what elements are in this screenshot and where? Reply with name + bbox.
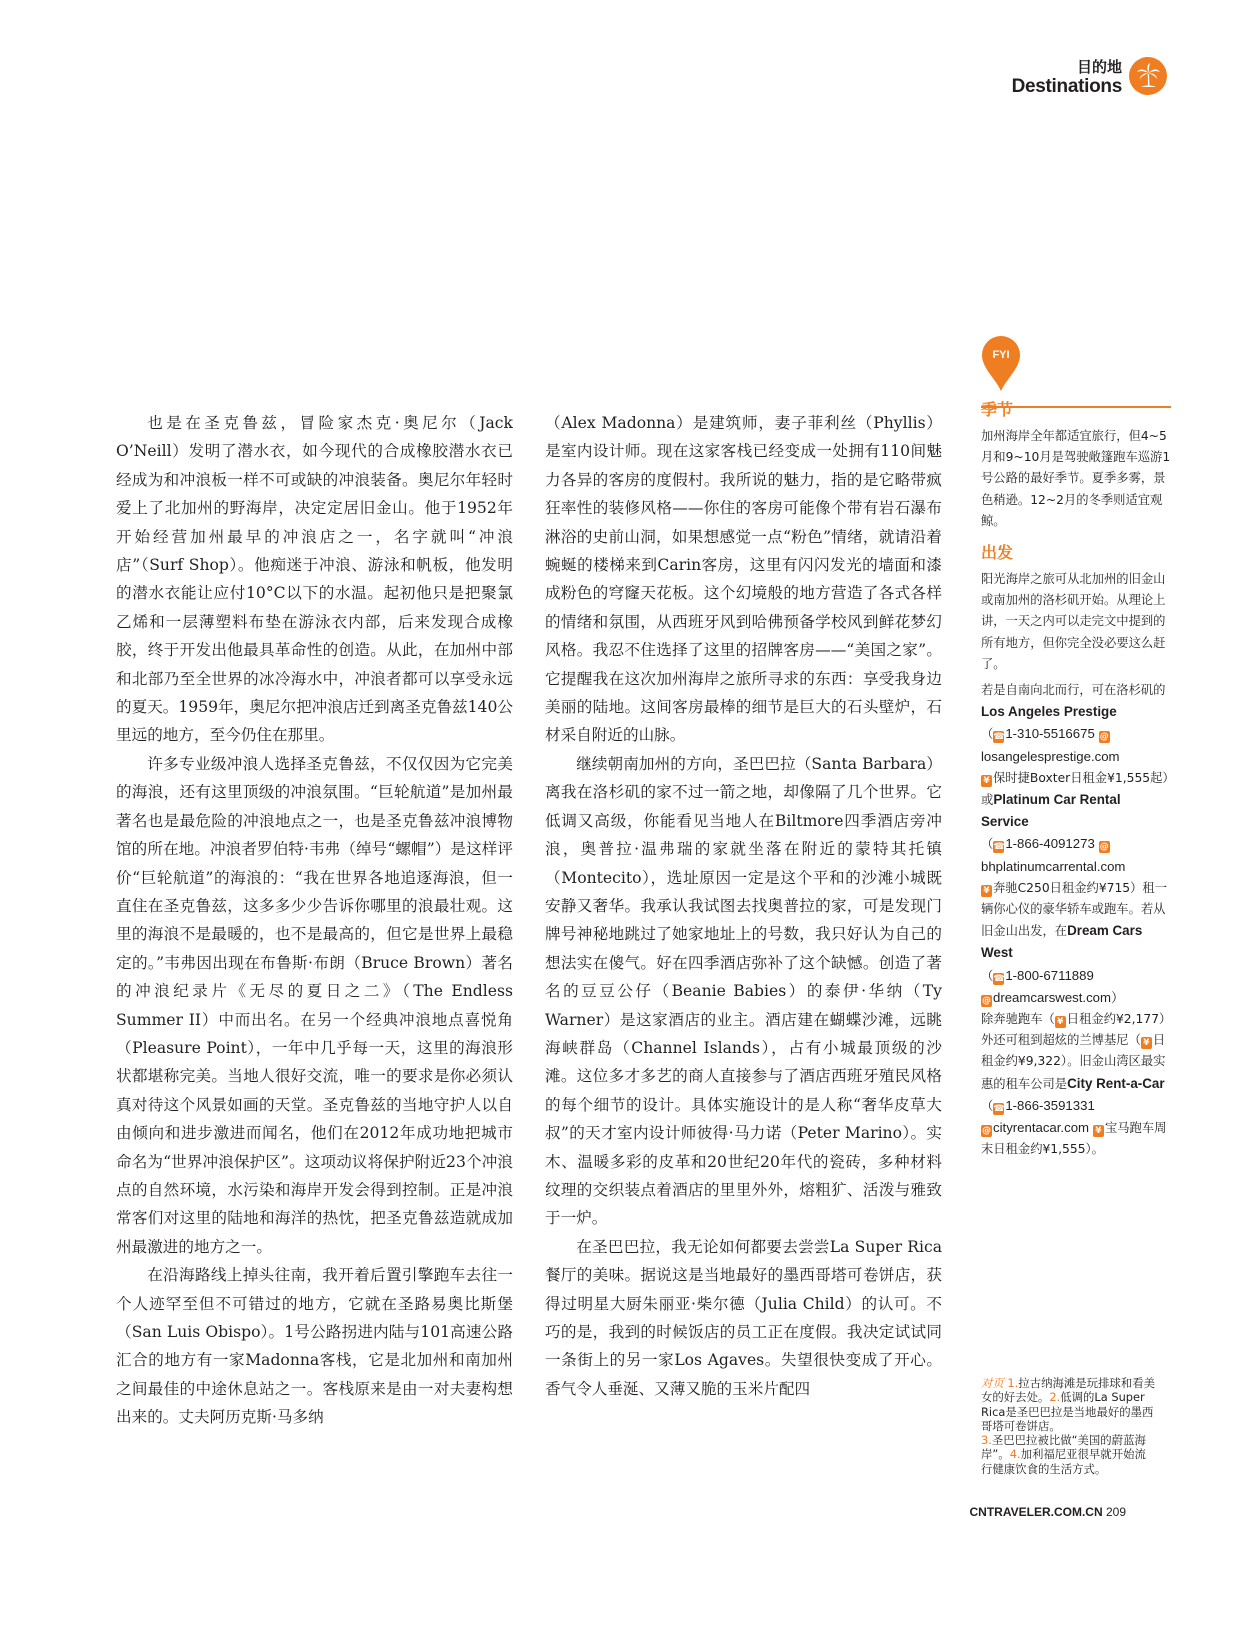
phone-number: 1-310-5516675	[1005, 726, 1095, 742]
price-text: 宝马跑车周末日租金约¥1,555）。	[981, 1121, 1167, 1157]
depart-section	[981, 543, 1171, 675]
website-link[interactable]: losangelesprestige.com	[981, 748, 1120, 764]
price-text: 日租金约¥2,177）外还可租到超炫的兰博基尼（	[981, 1012, 1166, 1048]
section-title-en: Destinations	[1011, 76, 1122, 97]
caption-lead: 对页	[981, 1376, 1004, 1390]
web-icon: @	[982, 995, 991, 1006]
section-title-cn: 目的地	[1076, 58, 1122, 76]
article-column-1	[116, 409, 513, 1432]
rental-text: 若是自南向北而行，可在洛杉矶的Los Angeles Prestige （☎1-310-5516675 @ losangelesprestige.com ¥ 保时捷Boxter日租金¥1,555起）或Platinum Car Rental Service （☎1-866-4091273 @ bhplatinumcarrental.com ¥ 奔驰C250日租金约¥715）租一辆你心仪的豪华轿车或跑车。若从旧金山出发，在Dream Cars West （☎1-800-6711889 @ dreamcarswest.com） 除奔驰跑车（ ¥ 日租金约¥2,177）外还可租到超炫的兰博基尼（ ¥ 日租金约¥9,322）。旧金山湾区最实惠的租车公司是City Rent-a-Car（☎1-866-3591331 @ cityrentacar.com ¥ 宝马跑车周末日租金约¥1,555）。	[981, 683, 1169, 1157]
season-section	[981, 400, 1171, 532]
price-text: 保时捷Boxter日租金¥1,555起）或	[981, 770, 1169, 808]
season-text: 加州海岸全年都适宜旅行，但4~5月和9~10月是驾驶敞篷跑车巡游1号公路的最好季节。夏季多雾，景色稍逊。12~2月的冬季则适宜观鲸。	[981, 429, 1171, 528]
caption-number: 4.	[1009, 1447, 1021, 1462]
web-icon: @	[1099, 842, 1109, 853]
caption-text: 加利福尼亚很早就开始流行健康饮食的生活方式。	[981, 1447, 1146, 1476]
phone-number: 1-866-4091273	[1005, 836, 1095, 852]
company-name: Platinum Car Rental Service	[981, 792, 1121, 830]
page-footer	[970, 1505, 1126, 1519]
yuan-icon: ¥	[1055, 1016, 1066, 1028]
phone-icon: ☎	[993, 842, 1005, 853]
phone-number: 1-866-3591331	[1005, 1097, 1095, 1113]
company-name: Dream Cars West	[981, 923, 1143, 961]
fyi-pin-icon	[981, 336, 1021, 392]
website-link[interactable]: cityrentacar.com	[993, 1120, 1090, 1136]
web-icon: @	[982, 1126, 991, 1137]
paragraph: 在圣巴巴拉，我无论如何都要去尝尝La Super Rica餐厅的美味。据说这是当地最好的墨西哥塔可卷饼店，获得过明星大厨朱丽亚·柴尔德（Julia Child）的认可。不巧的是，我到的时候饭店的员工正在度假。我决定试试同一条街上的另一家Los Agaves。失望很快变成了开心。香气令人垂涎、又薄又脆的玉米片配四	[545, 1237, 942, 1398]
paragraph: 许多专业级冲浪人选择圣克鲁兹，不仅仅因为它完美的海浪，还有这里顶级的冲浪氛围。“巨轮航道”是加州最著名也是最危险的冲浪地点之一，也是圣克鲁兹冲浪博物馆的所在地。冲浪者罗伯特·韦弗（绰号“螺帽”）是这样评价“巨轮航道”的海浪的：“我在世界各地追逐海浪，但一直住在圣克鲁兹，这多多少少告诉你哪里的浪最壮观。这里的海浪不是最暖的，也不是最高的，但它是世界上最稳定的。”韦弗因出现在布鲁斯·布朗（Bruce Brown）著名的冲浪纪录片《无尽的夏日之二》（The Endless Summer II）中而出名。在另一个经典冲浪地点喜悦角（Pleasure Point），一年中几乎每一天，这里的海浪形状都堪称完美。当地人很好交流，唯一的要求是你必须认真对待这个风景如画的天堂。圣克鲁兹的当地守护人以自由倾向和进步激进而闻名，他们在2012年成功地把城市命名为“世界冲浪保护区”。这项动议将保护附近23个冲浪点的自然环境，水污染和海岸开发会得到控制。正是冲浪常客们对这里的陆地和海洋的热忱，把圣克鲁兹造就成加州最激进的地方之一。	[116, 754, 513, 1256]
price-text: 日租金约¥9,322）。旧金山湾区最实惠的租车公司是	[981, 1033, 1166, 1091]
price-text: 奔驰C250日租金约¥715）租一辆你心仪的豪华轿车或跑车。若从旧金山出发，在	[981, 880, 1168, 939]
fyi-label: FYI	[992, 349, 1010, 361]
palm-tree-icon	[1129, 57, 1167, 95]
company-name: Los Angeles Prestige	[981, 704, 1117, 720]
yuan-icon: ¥	[1093, 1125, 1104, 1137]
caption-text: 低调的La Super Rica是圣巴巴拉是当地最好的墨西哥塔可卷饼店。	[981, 1390, 1154, 1433]
company-name: City Rent-a-Car	[1067, 1075, 1165, 1091]
yuan-icon: ¥	[981, 775, 992, 787]
page-number: 209	[1105, 1505, 1126, 1519]
phone-icon: ☎	[993, 973, 1005, 984]
caption-number: 3.	[981, 1433, 992, 1448]
paragraph: （Alex Madonna）是建筑师，妻子菲利丝（Phyllis）是室内设计师。现在这家客栈已经变成一处拥有110间魅力各异的客房的度假村。我所说的魅力，指的是它略带疯狂率性的装修风格——你住的客房可能像个带有岩石瀑布淋浴的史前山洞，如果想感觉一点“粉色”情绪，就请沿着蜿蜒的楼梯来到Carin客房，这里有闪闪发光的墙面和漆成粉色的穹窿天花板。这个幻境般的地方营造了各式各样的情绪和氛围，从西班牙风到哈佛预备学校风到鲜花梦幻风格。我忍不住选择了这里的招牌客房——“美国之家”。它提醒我在这次加州海岸之旅所寻求的东西：享受我身边美丽的陆地。这间客房最棒的细节是巨大的石头壁炉，石材采自附近的山脉。	[545, 414, 942, 745]
depart-heading: 出发	[981, 543, 1014, 562]
paragraph: 在沿海路线上掉头往南，我开着后置引擎跑车去往一个人迹罕至但不可错过的地方，它就在圣路易奥比斯堡（San Luis Obispo）。1号公路拐进内陆与101高速公路汇合的地方有一家Madonna客栈，它是北加州和南加州之间最佳的中途休息站之一。客栈原来是由一对夫妻构想出来的。丈夫阿历克斯·马多纳	[116, 1266, 513, 1427]
yuan-icon: ¥	[1141, 1037, 1152, 1049]
website-link[interactable]: dreamcarswest.com）	[993, 989, 1125, 1005]
photo-caption	[981, 1376, 1156, 1476]
depart-text: 阳光海岸之旅可从北加州的旧金山或南加州的洛杉矶开始。从理论上讲，一天之内可以走完文中提到的所有地方，但你完全没必要这么赶了。	[981, 572, 1166, 671]
phone-number: 1-800-6711889	[1005, 967, 1094, 983]
web-icon: @	[1099, 732, 1109, 743]
section-header	[1012, 58, 1122, 98]
paragraph: 也是在圣克鲁兹，冒险家杰克·奥尼尔（Jack O’Neill）发明了潜水衣，如今现代的合成橡胶潜水衣已经成为和冲浪板一样不可或缺的冲浪装备。奥尼尔年轻时爱上了北加州的野海岸，决定定居旧金山。他于1952年开始经营加州最早的冲浪店之一，名字就叫“冲浪店”（Surf Shop）。他痴迷于冲浪、游泳和帆板，他发明的潜水衣能让应付10°C以下的水温。起初他只是把聚氯乙烯和一层薄塑料布垫在游泳衣内部，后来发现合成橡胶，终于开发出他最具革命性的创造。从此，在加州中部和北部乃至全世界的冰冷海水中，冲浪者都可以享受永远的夏天。1959年，奥尼尔把冲浪店迁到离圣克鲁兹140公里远的地方，至今仍住在那里。	[116, 414, 513, 745]
paragraph: 继续朝南加州的方向，圣巴巴拉（Santa Barbara）离我在洛杉矶的家不过一箭之地，却像隔了几个世界。它低调又高级，你能看见当地人在Biltmore四季酒店旁冲浪，奥普拉·温弗瑞的家就坐落在附近的蒙特其托镇（Montecito），选址原因一定是这个平和的沙滩小城既安静又奢华。我承认我试图去找奥普拉的家，可是发现门牌号神秘地跳过了她家地址上的号数，我只好认为自己的想法实在傻气。好在四季酒店弥补了这个缺憾。创造了著名的豆豆公仔（Beanie Babies）的泰伊·华纳（Ty Warner）是这家酒店的业主。酒店建在蝴蝶沙滩，远眺海峡群岛（Channel Islands），占有小城最顶级的沙滩。这位多才多艺的商人直接参与了酒店西班牙殖民风格的每个细节的设计。具体实施设计的是人称“奢华皮草大叔”的天才室内设计师彼得·马力诺（Peter Marino）。实木、温暖多彩的皮革和20世纪20年代的瓷砖，多种材料纹理的交织装点着酒店的里里外外，熔粗犷、活泼与雅致于一炉。	[545, 754, 942, 1228]
rental-intro: 若是自南向北而行，可在洛杉矶的	[981, 683, 1166, 697]
caption-text: 圣巴巴拉被比做“美国的蔚蓝海岸”。	[981, 1433, 1146, 1462]
caption-text: 拉古纳海滩是玩排球和看美女的好去处。	[981, 1376, 1155, 1405]
caption-number: 1.	[1007, 1376, 1019, 1390]
yuan-icon: ¥	[981, 885, 992, 897]
rental-section	[981, 680, 1171, 1160]
yuan-icon: ☎	[993, 1103, 1005, 1114]
price-text: 除奔驰跑车（	[981, 1012, 1055, 1027]
footer-site: CNTRAVELER.COM.CN	[969, 1505, 1103, 1519]
website-link[interactable]: bhplatinumcarrental.com	[981, 858, 1126, 874]
caption-number: 2.	[1049, 1390, 1061, 1405]
phone-icon: ☎	[993, 732, 1005, 743]
season-heading: 季节	[981, 400, 1014, 419]
article-column-2	[545, 409, 942, 1403]
